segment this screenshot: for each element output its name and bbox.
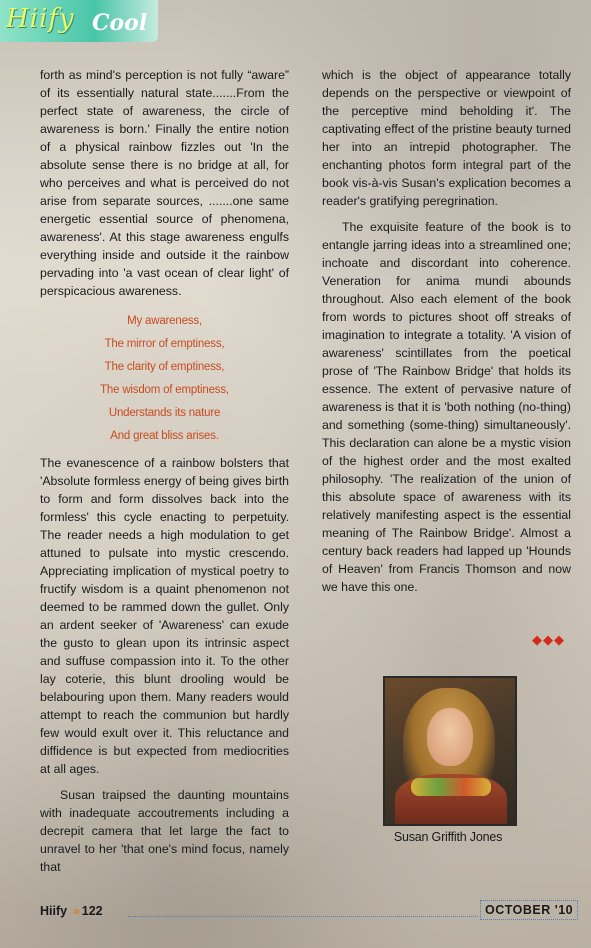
footer-brand (40, 904, 103, 918)
poem-line: And great bliss arises. (110, 430, 219, 442)
poem-line: My awareness, (127, 315, 202, 327)
author-photo (383, 676, 517, 826)
author-photo-scarf (411, 778, 491, 796)
poem (40, 310, 289, 448)
issue-date: OCTOBER '10 (480, 900, 578, 920)
footer-arrow-icon: » (73, 904, 80, 918)
left-paragraph-2: The evanescence of a rainbow bolsters that 'Absolute formless energy of being gives birth to form and form dissolves back into the formless' this cycle enacting to perpetuity. The reader needs a high modulation to get attuned to pulsate into mystic crescendo. Appreciating implication of mystical poetry to fructify wisdom is a quaint phenomenon not deemed to be rammed down the gullet. Only an ardent seeker of 'Awareness' can exude the gusto to glean upon its intrinsic aspect and suffuse compassion into it. To the other lay coterie, this blunt drooling would be belabouring upon them. Many readers would attempt to reach the communion but hardly few would exult over it. This reluctance and diffidence is but expected from mediocrities at all ages. (40, 456, 289, 776)
poem-line: The clarity of emptiness, (104, 361, 225, 373)
poem-line: The mirror of emptiness, (104, 338, 225, 350)
left-column (40, 66, 289, 876)
footer-brand-name: Hiify (40, 904, 68, 918)
photo-caption: Susan Griffith Jones (393, 830, 503, 844)
section-banner (0, 0, 158, 42)
left-paragraph-3: Susan traipsed the daunting mountains with inadequate accoutrements including a decrepit camera that let large the fact to unravel to her 'that one's mind focus, namely that (40, 788, 289, 874)
poem-line: The wisdom of emptiness, (100, 384, 229, 396)
footer-divider (128, 916, 478, 917)
right-paragraph-2: The exquisite feature of the book is to entangle jarring ideas into a streamlined one; inchoate and discordant into coherence. Veneration for anima mundi abounds throughout. Also each element of the book from words to pictures shoot off streaks of imagination to integrate a totality. 'A vision of awareness' scintillates from the poetical prose of 'The Rainbow Bridge' that holds its essence. The extent of pervasive nature of awareness is that it is 'both nothing (no-thing) and something (some-thing) simultaneously'. This declaration can alone be a mystic vision of the highest order and the most exalted philosophy. 'The realization of the union of this absolute space of awareness with its relatively manifesting aspect is the essential meaning of The Rainbow Bridge'. Almost a century back readers had lapped up 'Hounds of Heaven' from Francis Thomson and now we have this one. (322, 220, 571, 594)
right-paragraph-1: which is the object of appearance totally depends on the perspective or viewpoint of the perceptive mind beholding it'. The captivating effect of the pristine beauty turned her into an intrepid photographer. The enchanting photos form integral part of the book vis-à-vis Susan's explication becomes a reader's gratifying peregrination. (322, 68, 571, 208)
left-paragraph-1: forth as mind's perception is not fully “aware” of its essentially natural state.......From the perfect state of awareness, the circle of awareness is born.' Finally the entire notion of a physical rainbow fizzles out 'In the absolute sense there is no bridge at all, for who perceives and what is perceived do not arise from separate sources, .......one same energetic essential source of phenomena, awareness'. At this stage awareness engulfs everything inside and outside it the rainbow pervading into 'a vast ocean of clear light' of perspicacious awareness. (40, 68, 289, 298)
right-column (322, 66, 571, 596)
author-photo-face (427, 708, 473, 766)
poem-line: Understands its nature (108, 407, 221, 419)
magazine-logo: Hiify (6, 4, 75, 34)
page-number: 122 (81, 904, 103, 918)
end-of-article-mark: ◆◆◆ (532, 632, 565, 647)
section-title: Cool (92, 10, 148, 36)
